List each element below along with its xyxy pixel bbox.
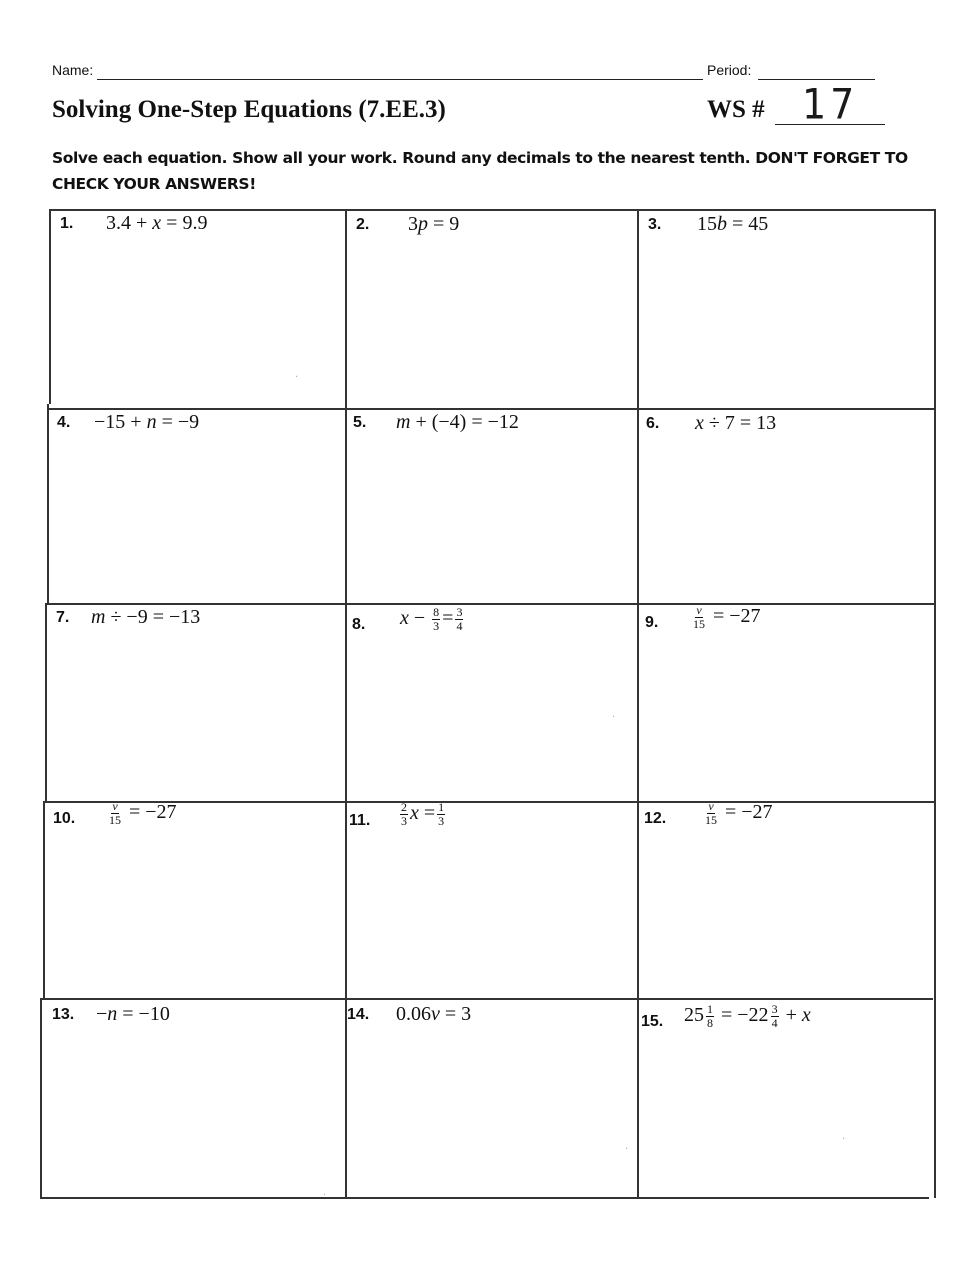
problem-10-number: 10. [53, 810, 76, 827]
problem-6-equation: x ÷ 7 = 13 [695, 412, 777, 434]
problem-14-equation: 0.06v = 3 [396, 1003, 472, 1025]
problem-12-number: 12. [644, 810, 667, 827]
problem-8-number: 8. [352, 616, 366, 633]
scan-speck: · [323, 1190, 327, 1201]
problem-2-number: 2. [356, 216, 370, 233]
problem-4-number: 4. [57, 414, 71, 431]
ws-label: WS # [707, 96, 765, 123]
problem-4-equation: −15 + n = −9 [94, 411, 200, 433]
problem-15-number: 15. [641, 1013, 664, 1030]
worksheet-title: Solving One-Step Equations (7.EE.3) [52, 96, 446, 123]
problem-10-equation: $\frac{v}{15}$ = −27 [109, 799, 177, 827]
problem-3-number: 3. [648, 216, 662, 233]
problem-15-equation: 25 $\frac{1}{8}$ = −22 $\frac{3}{4}$ + x [684, 1002, 811, 1030]
scan-speck: · [295, 372, 299, 383]
period-field[interactable] [758, 63, 875, 80]
problem-8-equation: x − $\frac{8}{3}$ = $\frac{3}{4}$ [400, 605, 463, 633]
problem-7-equation: m ÷ −9 = −13 [91, 606, 201, 628]
name-label: Name: [52, 62, 94, 78]
problem-9-number: 9. [645, 614, 659, 631]
problem-2-equation: 3p = 9 [408, 213, 460, 235]
problem-3-equation: 15b = 45 [697, 213, 769, 235]
problem-13-equation: −n = −10 [96, 1003, 170, 1025]
problem-5-number: 5. [353, 414, 367, 431]
instructions: Solve each equation. Show all your work. Round any decimals to the nearest tenth. DON'T FORGET TO CHECK YOUR ANSWERS! [52, 149, 908, 193]
problem-12-equation: $\frac{v}{15}$ = −27 [705, 799, 773, 827]
problem-11-number: 11. [349, 812, 371, 829]
scan-speck: · [842, 1134, 846, 1145]
problem-6-number: 6. [646, 415, 660, 432]
scan-speck: · [612, 712, 616, 723]
name-field[interactable] [97, 63, 703, 80]
problem-11-equation: $\frac{2}{3}$ x = $\frac{1}{3}$ [401, 800, 445, 828]
problem-1-number: 1. [60, 215, 74, 232]
scan-speck: · [625, 1144, 629, 1155]
problem-9-equation: $\frac{v}{15}$ = −27 [693, 603, 761, 631]
problem-1-equation: 3.4 + x = 9.9 [106, 212, 208, 234]
problem-5-equation: m + (−4) = −12 [396, 411, 519, 433]
problem-14-number: 14. [347, 1006, 370, 1023]
period-label: Period: [707, 62, 752, 78]
problem-7-number: 7. [56, 609, 70, 626]
ws-number-handwritten: 17 [802, 79, 859, 129]
problem-13-number: 13. [52, 1006, 75, 1023]
